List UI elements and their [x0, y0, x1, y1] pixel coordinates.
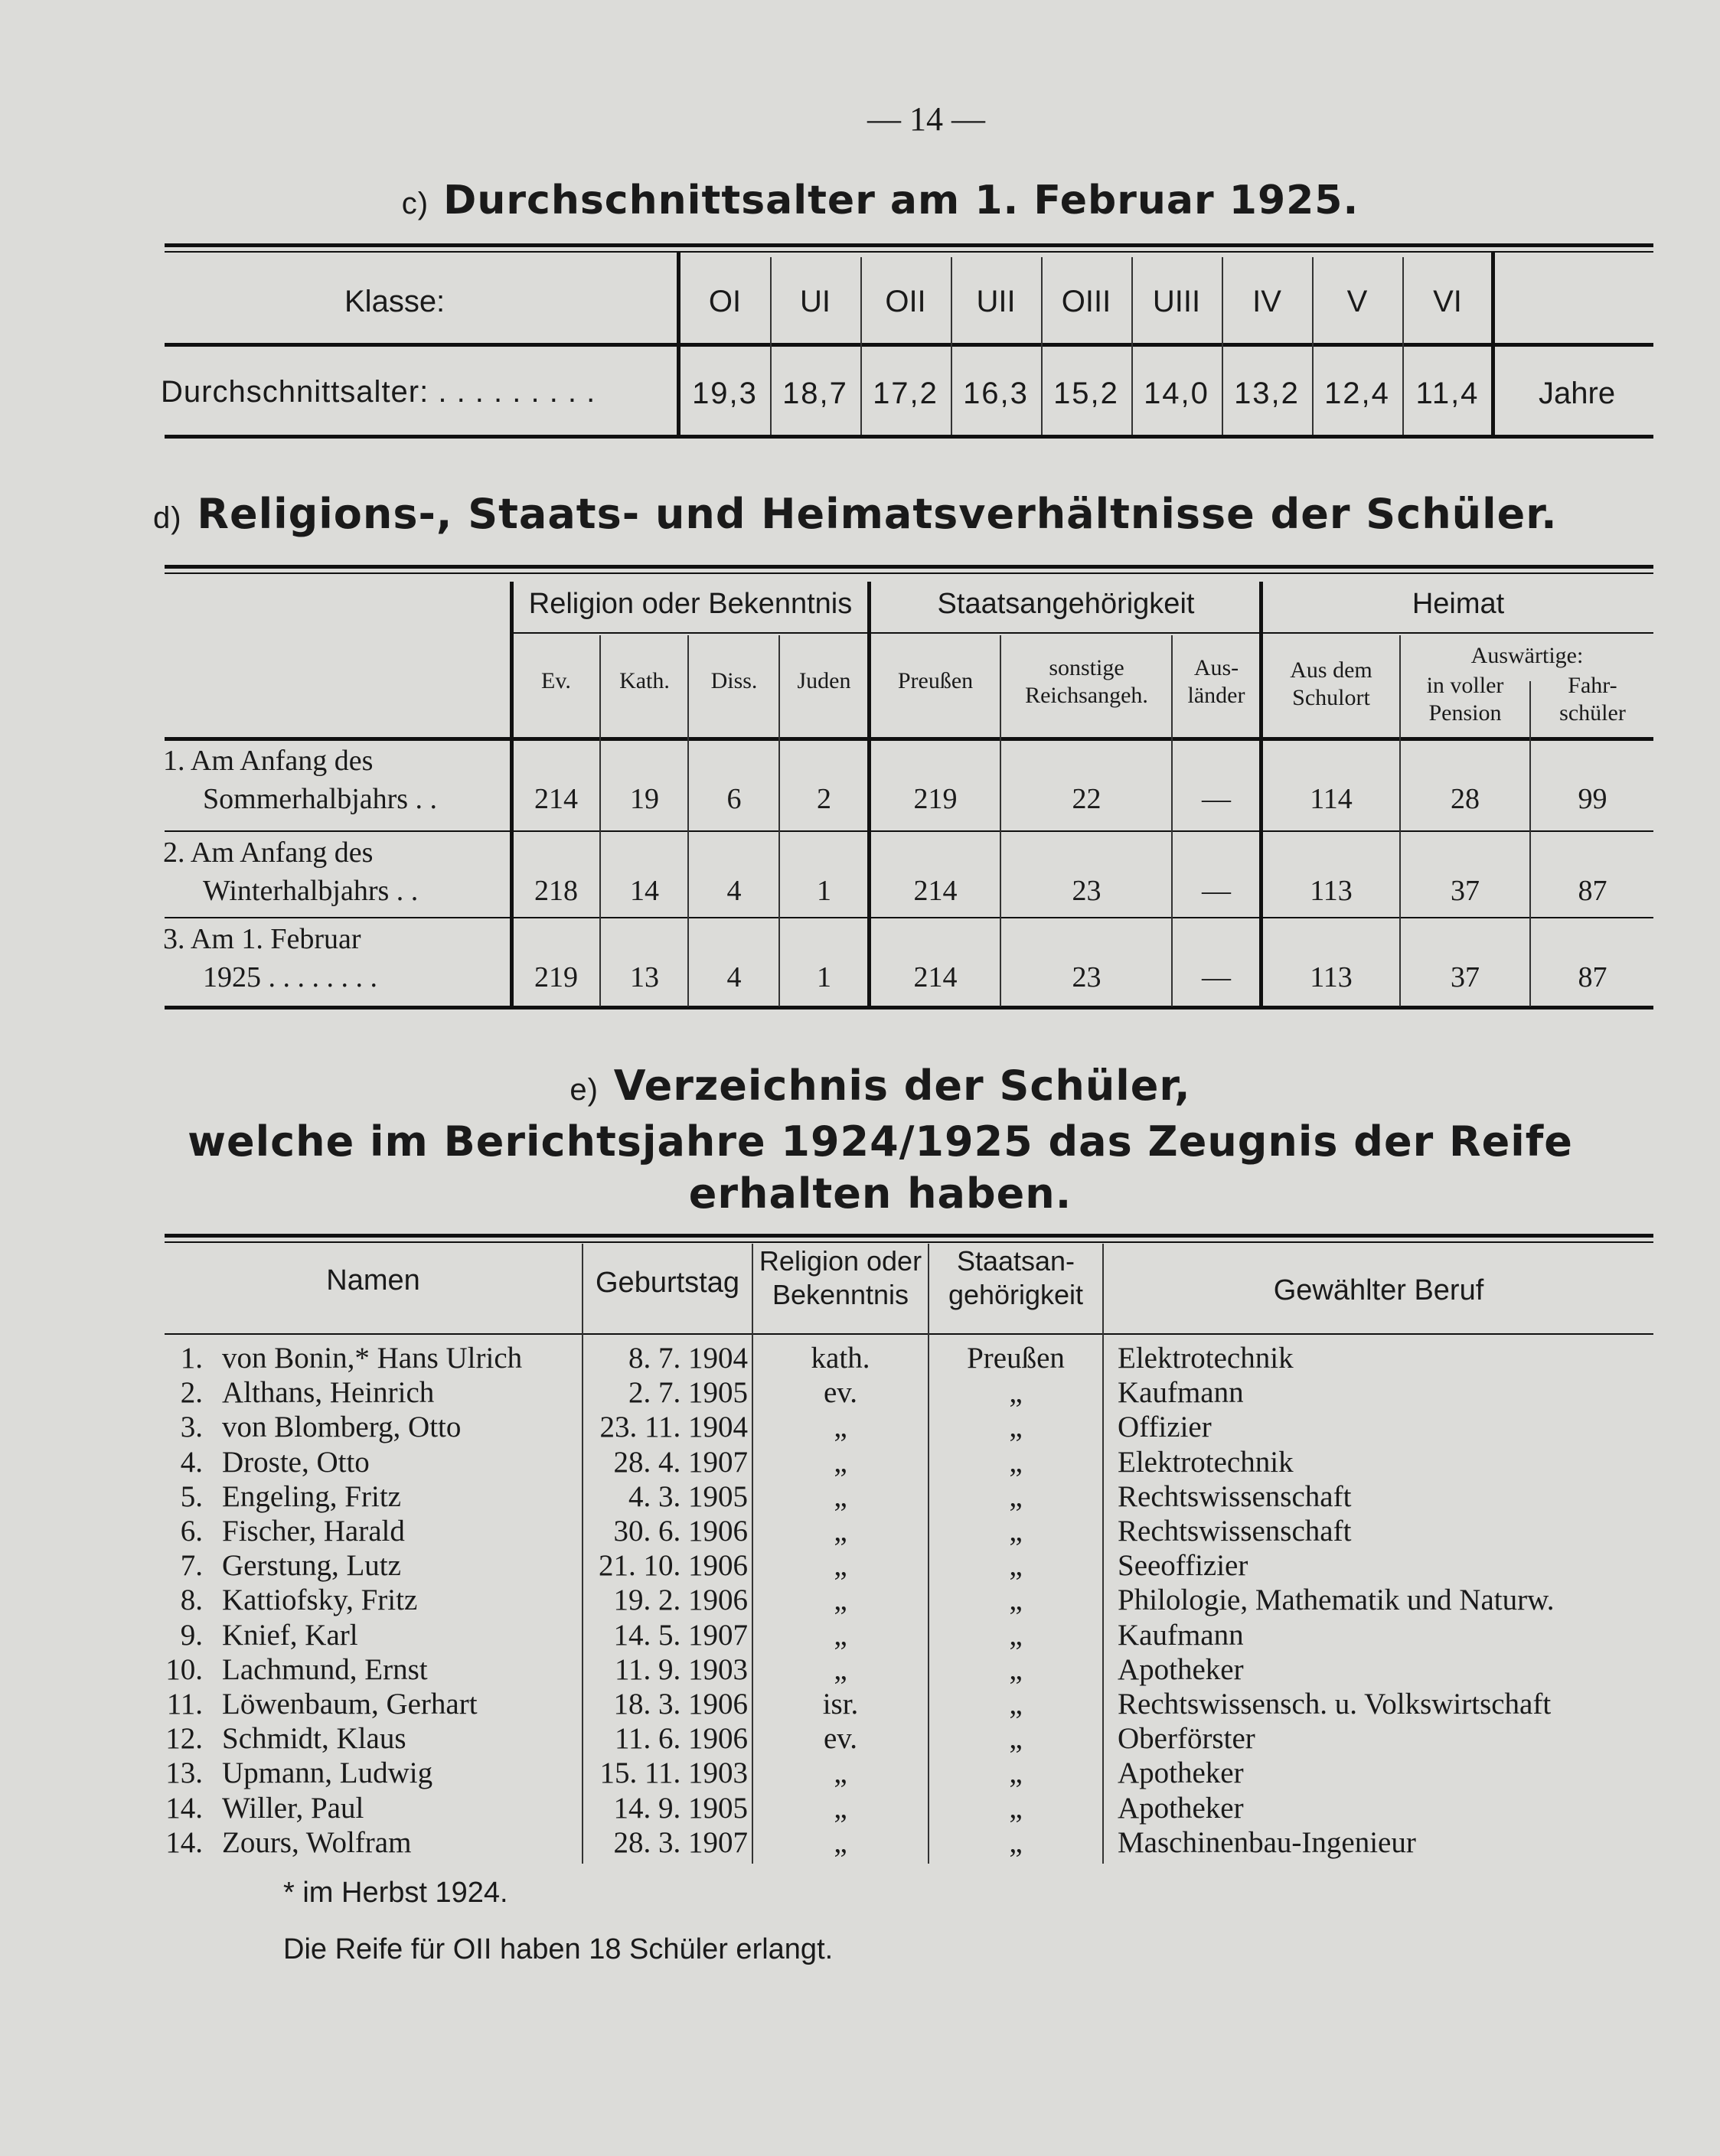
col-sonstige-1: sonstige — [1049, 655, 1124, 680]
table-cell: 214 — [534, 783, 578, 815]
row-number: 14. — [165, 1792, 203, 1825]
birth-date: 14. 5. 1907 — [613, 1619, 748, 1652]
table-cell: 214 — [913, 961, 958, 993]
student-name: Lachmund, Ernst — [222, 1653, 428, 1686]
col-sonstige — [1002, 654, 1171, 709]
header-religion-1: Religion oder — [759, 1245, 922, 1277]
chosen-profession: Philologie, Mathematik und Naturw. — [1118, 1584, 1555, 1616]
section-c-letter: c) — [401, 187, 429, 220]
class-label-ui: UI — [800, 285, 831, 318]
table-cell: — — [1202, 961, 1231, 993]
chosen-profession: Elektrotechnik — [1118, 1342, 1294, 1375]
table-row — [0, 1341, 1720, 1375]
alter-label: Durchschnittsalter: . . . . . . . . . — [161, 375, 596, 409]
section-d-heading — [153, 490, 1684, 538]
student-name: Schmidt, Klaus — [222, 1722, 406, 1755]
nationality: „ — [1009, 1376, 1023, 1409]
table-cell: 113 — [1310, 961, 1353, 993]
nationality: „ — [1009, 1480, 1023, 1513]
header-religion-2: Bekenntnis — [772, 1279, 909, 1310]
header-staat-2: gehörigkeit — [948, 1279, 1084, 1310]
table-cell: 2 — [817, 783, 831, 815]
table-cell: 23 — [1072, 961, 1102, 993]
student-name: Willer, Paul — [222, 1792, 364, 1825]
row-label-line-1: 2. Am Anfang des — [163, 837, 374, 869]
age-value-uii: 16,3 — [963, 377, 1029, 410]
table-cell: 219 — [534, 961, 578, 993]
age-value-uiii: 14,0 — [1144, 377, 1209, 410]
student-name: Droste, Otto — [222, 1446, 370, 1479]
student-name: Gerstung, Lutz — [222, 1549, 401, 1582]
class-label-uiii: UIII — [1152, 285, 1201, 318]
nationality: „ — [1009, 1722, 1023, 1755]
row-number: 4. — [180, 1446, 203, 1479]
table-cell: — — [1202, 783, 1231, 815]
class-label-vi: VI — [1433, 285, 1462, 318]
col-pension — [1401, 672, 1529, 727]
birth-date: 21. 10. 1906 — [599, 1549, 748, 1582]
table-row — [0, 1445, 1720, 1479]
birth-date: 30. 6. 1906 — [613, 1515, 748, 1548]
table-cell: — — [1202, 875, 1231, 907]
table-cell: 23 — [1072, 875, 1102, 907]
student-name: von Bonin,* Hans Ulrich — [222, 1342, 523, 1375]
header-geburtstag: Geburtstag — [596, 1267, 739, 1299]
age-value-oi: 19,3 — [692, 377, 758, 410]
col-schulort — [1263, 657, 1399, 712]
row-number: 7. — [180, 1549, 203, 1582]
row-number: 12. — [165, 1722, 203, 1755]
chosen-profession: Elektrotechnik — [1118, 1446, 1294, 1479]
table-cell: 6 — [726, 783, 742, 815]
class-label-oi: OI — [708, 285, 742, 318]
student-name: Kattiofsky, Fritz — [222, 1584, 418, 1616]
section-c-title: Durchschnittsalter am 1. Februar 1925. — [443, 178, 1359, 223]
birth-date: 11. 6. 1906 — [614, 1722, 748, 1755]
section-e-title-line-1 — [153, 1060, 1607, 1116]
footnote: * im Herbst 1924. — [283, 1877, 508, 1909]
table-row — [0, 1825, 1720, 1859]
final-note: Die Reife für OII haben 18 Schüler erlangt. — [283, 1933, 834, 1965]
row-number: 2. — [180, 1376, 203, 1409]
birth-date: 19. 2. 1906 — [613, 1584, 748, 1616]
row-number: 3. — [180, 1411, 203, 1443]
table-cell: 37 — [1451, 875, 1480, 907]
chosen-profession: Kaufmann — [1118, 1619, 1244, 1652]
group-heimat: Heimat — [1412, 588, 1505, 620]
religion: „ — [834, 1584, 847, 1616]
table-row — [0, 1721, 1720, 1755]
student-name: von Blomberg, Otto — [222, 1411, 462, 1443]
nationality: „ — [1009, 1549, 1023, 1582]
chosen-profession: Rechtswissenschaft — [1118, 1515, 1352, 1548]
nationality: „ — [1009, 1584, 1023, 1616]
col-auslaender — [1173, 654, 1259, 709]
birth-date: 28. 3. 1907 — [613, 1826, 748, 1859]
student-name: Knief, Karl — [222, 1619, 358, 1652]
group-staat: Staatsangehörigkeit — [937, 588, 1195, 620]
section-e-title-2: welche im Berichtsjahre 1924/1925 das Zeugnis der Reife — [188, 1117, 1573, 1166]
header-staat — [929, 1244, 1102, 1312]
religion: „ — [834, 1619, 847, 1652]
col-auslaender-1: Aus- — [1193, 655, 1239, 680]
section-e-letter: e) — [570, 1073, 599, 1107]
table-row — [0, 1687, 1720, 1721]
row-number: 14. — [165, 1826, 203, 1859]
table-cell: 37 — [1451, 961, 1480, 993]
table-row — [0, 1479, 1720, 1513]
age-value-v: 12,4 — [1324, 377, 1390, 410]
table-cell: 19 — [630, 783, 659, 815]
section-d-letter: d) — [153, 501, 182, 535]
klasse-label: Klasse: — [344, 285, 446, 318]
religion: „ — [834, 1653, 847, 1686]
class-label-v: V — [1346, 285, 1368, 318]
birth-date: 23. 11. 1904 — [599, 1411, 748, 1443]
religion: „ — [834, 1826, 847, 1859]
student-name: Löwenbaum, Gerhart — [222, 1688, 478, 1721]
religion: „ — [834, 1549, 847, 1582]
table-cell: 214 — [913, 875, 958, 907]
birth-date: 4. 3. 1905 — [628, 1480, 748, 1513]
religion: ev. — [823, 1722, 858, 1755]
header-namen: Namen — [326, 1264, 420, 1297]
unit-jahre: Jahre — [1539, 377, 1616, 410]
col-pension-2: Pension — [1428, 700, 1502, 726]
col-ev: Ev. — [541, 668, 571, 693]
col-kath: Kath. — [619, 668, 670, 693]
birth-date: 2. 7. 1905 — [628, 1376, 748, 1409]
page-number: — 14 — — [867, 100, 985, 138]
religion: ev. — [823, 1376, 858, 1409]
chosen-profession: Oberförster — [1118, 1722, 1255, 1755]
table-row — [0, 1410, 1720, 1443]
row-label-line-2: 1925 . . . . . . . . — [203, 961, 377, 993]
nationality: „ — [1009, 1411, 1023, 1443]
religion: „ — [834, 1480, 847, 1513]
row-label-line-1: 1. Am Anfang des — [163, 745, 374, 777]
age-value-ui: 18,7 — [782, 377, 848, 410]
table-row — [0, 1375, 1720, 1409]
chosen-profession: Offizier — [1118, 1411, 1212, 1443]
nationality: „ — [1009, 1619, 1023, 1652]
col-schulort-1: Aus dem — [1290, 657, 1372, 683]
section-e-title-3: erhalten haben. — [688, 1169, 1072, 1218]
row-number: 10. — [165, 1653, 203, 1686]
nationality: „ — [1009, 1688, 1023, 1721]
age-value-vi: 11,4 — [1415, 377, 1480, 410]
table-cell: 1 — [817, 875, 831, 907]
nationality: „ — [1009, 1826, 1023, 1859]
chosen-profession: Seeoffizier — [1118, 1549, 1248, 1582]
col-sonstige-2: Reichsangeh. — [1025, 683, 1148, 708]
row-label-line-2: Sommerhalbjahrs . . — [203, 783, 438, 815]
religion: „ — [834, 1446, 847, 1479]
table-cell: 28 — [1451, 783, 1480, 815]
row-number: 1. — [180, 1342, 203, 1375]
table-row — [0, 1756, 1720, 1789]
header-staat-1: Staatsan- — [956, 1245, 1075, 1277]
row-number: 9. — [180, 1619, 203, 1652]
religion: „ — [834, 1411, 847, 1443]
col-auslaender-2: länder — [1187, 683, 1245, 708]
chosen-profession: Kaufmann — [1118, 1376, 1244, 1409]
table-cell: 13 — [630, 961, 659, 993]
section-e-heading — [153, 1060, 1607, 1220]
table-cell: 87 — [1578, 875, 1607, 907]
chosen-profession: Apotheker — [1118, 1756, 1244, 1789]
student-name: Upmann, Ludwig — [222, 1756, 433, 1789]
col-pension-1: in voller — [1426, 673, 1504, 698]
header-religion — [753, 1244, 928, 1312]
chosen-profession: Apotheker — [1118, 1792, 1244, 1825]
row-number: 8. — [180, 1584, 203, 1616]
birth-date: 15. 11. 1903 — [599, 1756, 748, 1789]
table-cell: 1 — [817, 961, 831, 993]
col-fahrschueler-2: schüler — [1559, 700, 1626, 726]
table-cell: 219 — [913, 783, 958, 815]
row-label-line-1: 3. Am 1. Februar — [163, 923, 361, 955]
row-number: 13. — [165, 1756, 203, 1789]
row-label-line-2: Winterhalbjahrs . . — [203, 875, 419, 907]
age-value-oiii: 15,2 — [1053, 377, 1119, 410]
religion: „ — [834, 1792, 847, 1825]
religion: „ — [834, 1515, 847, 1548]
col-fahrschueler-1: Fahr- — [1568, 673, 1617, 698]
col-juden: Juden — [797, 668, 851, 693]
col-auswaertige: Auswärtige: — [1470, 643, 1584, 668]
student-name: Engeling, Fritz — [222, 1480, 401, 1513]
birth-date: 8. 7. 1904 — [628, 1342, 748, 1375]
row-number: 6. — [180, 1515, 203, 1548]
table-row — [0, 1548, 1720, 1582]
nationality: „ — [1009, 1756, 1023, 1789]
table-cell: 113 — [1310, 875, 1353, 907]
chosen-profession: Rechtswissenschaft — [1118, 1480, 1352, 1513]
birth-date: 18. 3. 1906 — [613, 1688, 748, 1721]
class-label-iv: IV — [1252, 285, 1281, 318]
table-row — [0, 1618, 1720, 1652]
nationality: „ — [1009, 1515, 1023, 1548]
section-c-heading — [153, 178, 1607, 223]
student-name: Fischer, Harald — [222, 1515, 405, 1548]
table-cell: 99 — [1578, 783, 1607, 815]
group-religion: Religion oder Bekenntnis — [528, 588, 853, 620]
chosen-profession: Rechtswissensch. u. Volkswirtschaft — [1118, 1688, 1552, 1721]
table-row — [0, 1652, 1720, 1686]
table-cell: 22 — [1072, 783, 1102, 815]
birth-date: 28. 4. 1907 — [613, 1446, 748, 1479]
class-label-oii: OII — [885, 285, 926, 318]
religion: „ — [834, 1756, 847, 1789]
section-e-title-1: Verzeichnis der Schüler, — [613, 1062, 1191, 1110]
table-row — [0, 1514, 1720, 1548]
table-cell: 4 — [726, 875, 742, 907]
table-row — [0, 1583, 1720, 1616]
col-preussen: Preußen — [897, 668, 974, 693]
student-name: Althans, Heinrich — [222, 1376, 435, 1409]
birth-date: 11. 9. 1903 — [614, 1653, 748, 1686]
col-diss: Diss. — [710, 668, 758, 693]
class-label-uii: UII — [976, 285, 1016, 318]
table-cell: 14 — [630, 875, 659, 907]
table-cell: 4 — [726, 961, 742, 993]
chosen-profession: Apotheker — [1118, 1653, 1244, 1686]
birth-date: 14. 9. 1905 — [613, 1792, 748, 1825]
class-label-oiii: OIII — [1061, 285, 1111, 318]
nationality: „ — [1009, 1792, 1023, 1825]
col-schulort-2: Schulort — [1292, 685, 1370, 710]
row-number: 5. — [180, 1480, 203, 1513]
religion: kath. — [811, 1342, 870, 1375]
section-d-title: Religions-, Staats- und Heimatsverhältnisse der Schüler. — [197, 490, 1558, 538]
age-value-iv: 13,2 — [1234, 377, 1300, 410]
student-name: Zours, Wolfram — [222, 1826, 412, 1859]
table-row — [0, 1791, 1720, 1825]
table-cell: 114 — [1310, 783, 1353, 815]
religion: isr. — [822, 1688, 859, 1721]
table-cell: 218 — [534, 875, 578, 907]
age-value-oii: 17,2 — [873, 377, 938, 410]
row-number: 11. — [166, 1688, 203, 1721]
nationality: Preußen — [967, 1342, 1065, 1375]
nationality: „ — [1009, 1653, 1023, 1686]
chosen-profession: Maschinenbau-Ingenieur — [1118, 1826, 1416, 1859]
col-fahrschueler — [1532, 672, 1653, 727]
nationality: „ — [1009, 1446, 1023, 1479]
table-cell: 87 — [1578, 961, 1607, 993]
header-beruf: Gewählter Beruf — [1273, 1274, 1484, 1306]
